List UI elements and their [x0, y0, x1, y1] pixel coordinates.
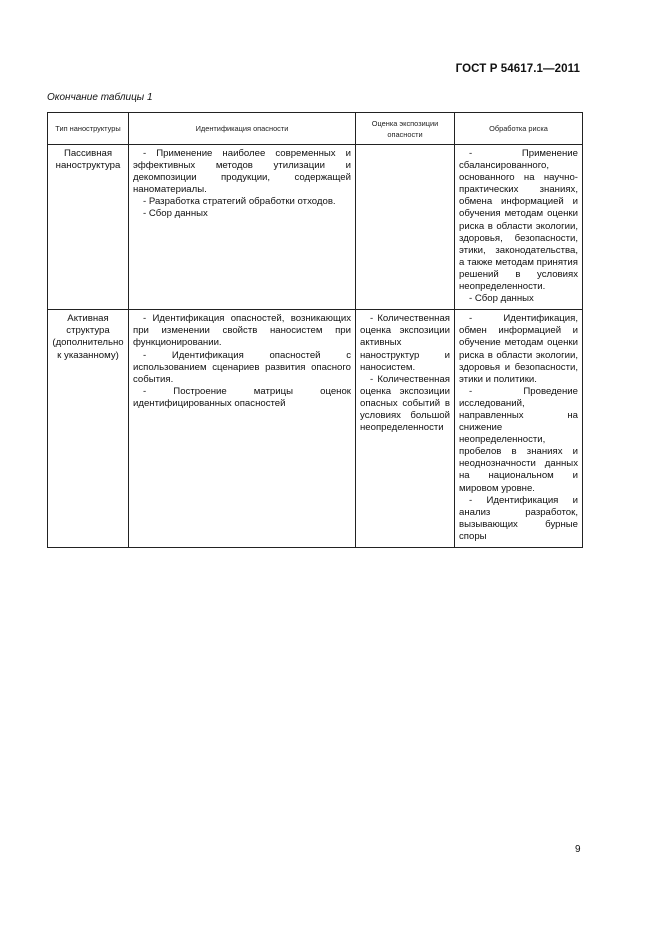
cell-type: Активная структура (дополнительно к указанному): [48, 310, 129, 548]
column-header-identification: Идентификация опасности: [129, 113, 356, 145]
cell-identification: [129, 145, 356, 310]
column-header-exposure: Оценка экспозиции опасности: [356, 113, 455, 145]
table-header: [48, 113, 583, 145]
cell-exposure: [356, 310, 455, 548]
list-item: - Применение наиболее современных и эффективных методов утилизации и декомпозиции продукции, содержащей наноматериалы.: [133, 148, 351, 196]
cell-treatment: [455, 310, 583, 548]
cell-treatment: [455, 145, 583, 310]
list-item: - Идентификация, обмен информацией и обучение методам оценки риска в области экологии, здоровья и безопасности, этики и политики.: [459, 313, 578, 385]
list-item: - Сбор данных: [469, 293, 534, 305]
list-item: - Проведение исследований, направленных на снижение неопределенности, пробелов в знаниях и неоднозначности данных на национальном и мировом уровне.: [459, 385, 578, 494]
list-item: - Идентификация опасностей, возникающих при изменении свойств наносистем при функционировании.: [133, 313, 351, 349]
table-row: [48, 145, 583, 310]
column-header-treatment: Обработка риска: [455, 113, 583, 145]
cell-type: Пассивная наноструктура: [48, 145, 129, 310]
list-item: - Идентификация опасностей с использованием сценариев развития опасного события.: [133, 349, 351, 385]
cell-identification: [129, 310, 356, 548]
table-caption: Окончание таблицы 1: [47, 92, 153, 103]
table-row: [48, 310, 583, 548]
page-number: 9: [575, 844, 581, 855]
column-header-type: Тип наноструктуры: [48, 113, 129, 145]
list-item: - Сбор данных: [143, 208, 208, 220]
document-code: ГОСТ Р 54617.1—2011: [455, 63, 580, 75]
list-item: - Идентификация и анализ разработок, вызывающих бурные споры: [459, 494, 578, 542]
list-item: - Количественная оценка экспозиции опасных событий в условиях большой неопределенности: [360, 373, 450, 434]
hazard-table: [47, 112, 583, 548]
list-item: - Разработка стратегий обработки отходов.: [143, 196, 336, 208]
cell-exposure: [356, 145, 455, 310]
list-item: - Применение сбалансированного, основанного на научно-практических знаниях, обмена информацией и обучения методам оценки риска в области экологии, здоровья, безопасности, этики, законодательства, а также методам принятия решений в условиях неопределенности.: [459, 148, 578, 293]
list-item: - Количественная оценка экспозиции активных наноструктур и наносистем.: [360, 313, 450, 373]
list-item: - Построение матрицы оценок идентифицированных опасностей: [133, 385, 351, 409]
